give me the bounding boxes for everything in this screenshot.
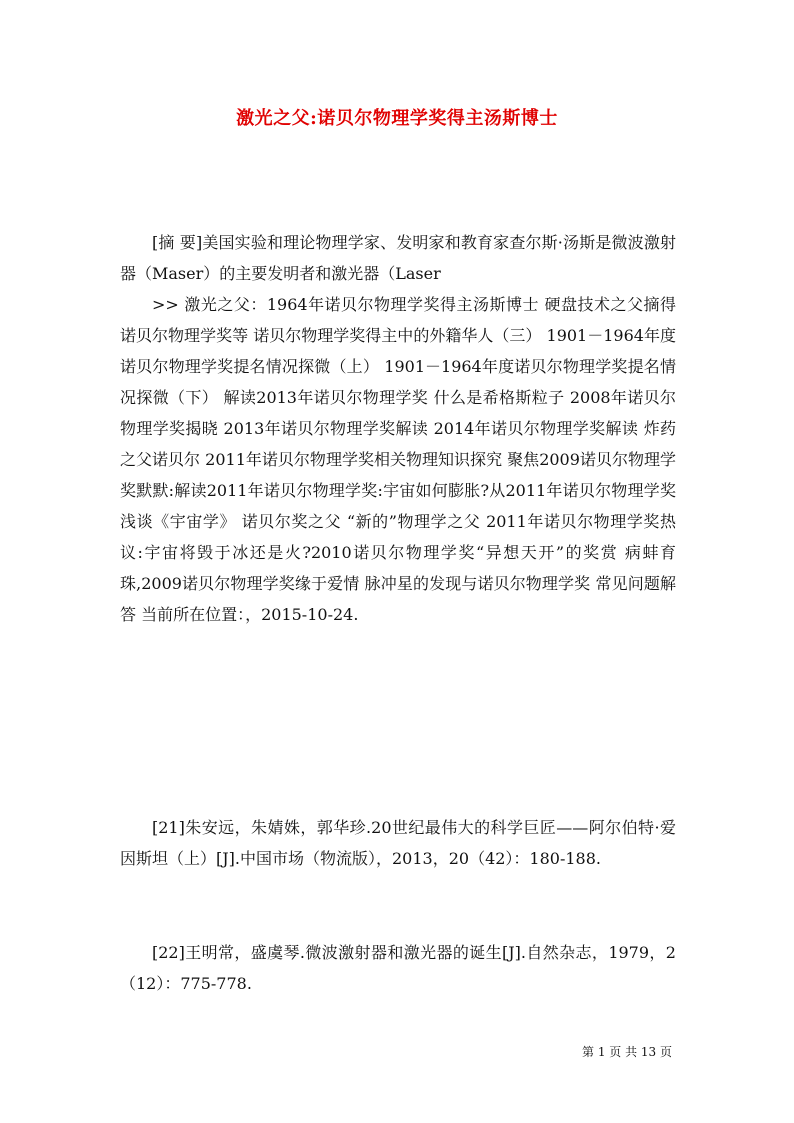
page-footer: 第 1 页 共 13 页 (582, 1045, 672, 1059)
abstract-paragraph: [摘 要]美国实验和理论物理学家、发明家和教育家查尔斯·汤斯是微波激射器（Maser）的主要发明者和激光器（Laser (120, 233, 676, 283)
reference-21: [21]朱安远，朱婧姝，郭华珍.20世纪最伟大的科学巨匠——阿尔伯特·爱因斯坦（上）[J].中国市场（物流版），2013，20（42）：180-188. (120, 818, 676, 868)
page-title: 激光之父:诺贝尔物理学奖得主汤斯博士 (236, 108, 558, 129)
reference-22: [22]王明常，盛虞琴.微波激射器和激光器的诞生[J].自然杂志，1979，2（12）：775-778. (120, 943, 676, 993)
related-links-paragraph: >> 激光之父：1964年诺贝尔物理学奖得主汤斯博士 硬盘技术之父摘得诺贝尔物理学奖等 诺贝尔物理学奖得主中的外籍华人（三） 1901－1964年度诺贝尔物理学奖提名情况探微（上） 1901－1964年度诺贝尔物理学奖提名情况探微（下） 解读2013年诺贝尔物理学奖 什么是希格斯粒子 2008年诺贝尔物理学奖揭晓 2013年诺贝尔物理学奖解读 2014年诺贝尔物理学奖解读 炸药之父诺贝尔 2011年诺贝尔物理学奖相关物理知识探究 聚焦2009诺贝尔物理学奖默默:解读2011年诺贝尔物理学奖:宇宙如何膨胀?从2011年诺贝尔物理学奖浅谈《宇宙学》 诺贝尔奖之父 “新的”物理学之父 2011年诺贝尔物理学奖热议:宇宙将毁于冰还是火?2010诺贝尔物理学奖“异想天开”的奖赏 病蚌育珠,2009诺贝尔物理学奖缘于爱情 脉冲星的发现与诺贝尔物理学奖 常见问题解答 当前所在位置：，2015-10-24. (120, 295, 676, 624)
